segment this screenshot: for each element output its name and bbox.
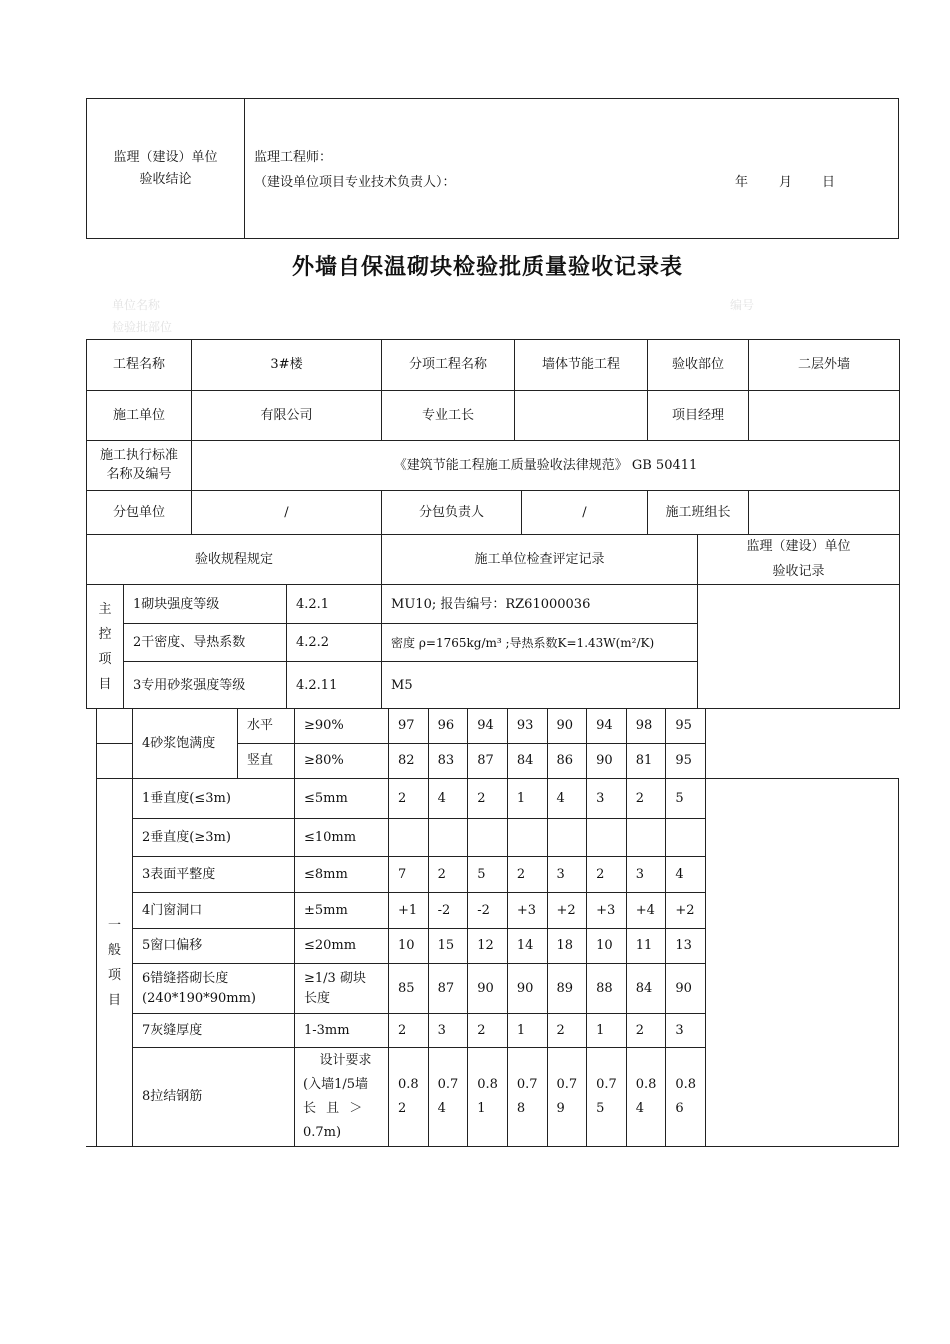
faint-unit-name: 单位名称 — [112, 298, 161, 312]
tie-bar-value: 0.8 2 — [389, 1048, 429, 1147]
window-offset-value: 14 — [507, 929, 547, 964]
density-item: 2干密度、导热系数 — [124, 624, 287, 662]
flatness-value: 2 — [428, 857, 468, 893]
verticality-small-value: 5 — [666, 779, 706, 819]
subcontract-value: / — [192, 491, 382, 535]
door-window-value: +4 — [626, 893, 666, 929]
bottom-left-stub-line — [86, 1146, 97, 1147]
sub-lead-label: 分包负责人 — [382, 491, 522, 535]
general-items-label: 一 般 项 目 — [97, 779, 133, 1147]
mortar-h-value: 94 — [468, 709, 508, 744]
mortar-v-value: 82 — [389, 744, 429, 779]
tie-bar-value: 0.7 8 — [507, 1048, 547, 1147]
window-offset-value: 13 — [666, 929, 706, 964]
regulation-header: 验收规程规定 — [87, 535, 382, 585]
verticality-large-value — [587, 819, 627, 857]
mortar-h-value: 95 — [666, 709, 706, 744]
mortar-joint-value: 1 — [507, 1014, 547, 1048]
main-control-supervisor-cell — [698, 585, 900, 709]
mortar-strength-record: M5 — [382, 662, 698, 709]
mortar-blank-bottom — [97, 744, 133, 779]
verticality-small-value: 2 — [389, 779, 429, 819]
verticality-large-value — [389, 819, 429, 857]
stagger-joint-value: 84 — [626, 964, 666, 1014]
door-window-item: 4门窗洞口 — [133, 893, 295, 929]
date-day: 日 — [822, 175, 836, 190]
mortar-h-value: 93 — [507, 709, 547, 744]
date-month: 月 — [779, 175, 793, 190]
standard-value: 《建筑节能工程施工质量验收法律规范》 GB 50411 — [192, 441, 900, 491]
mortar-blank-top — [97, 709, 133, 744]
mortar-h-value: 96 — [428, 709, 468, 744]
flatness-value: 2 — [507, 857, 547, 893]
verticality-small-value: 2 — [468, 779, 508, 819]
verticality-large-item: 2垂直度(≥3m) — [133, 819, 295, 857]
mortar-strength-item: 3专用砂浆强度等级 — [124, 662, 287, 709]
verticality-large-value — [468, 819, 508, 857]
stagger-joint-item: 6错缝搭砌长度 (240*190*90mm) — [133, 964, 295, 1014]
date-year: 年 — [735, 175, 749, 190]
window-offset-value: 12 — [468, 929, 508, 964]
tie-bar-item: 8拉结钢筋 — [133, 1048, 295, 1147]
mortar-joint-value: 2 — [626, 1014, 666, 1048]
mortar-vertical-req: ≥80% — [295, 744, 389, 779]
mortar-h-value: 94 — [587, 709, 627, 744]
tie-bar-value: 0.8 4 — [626, 1048, 666, 1147]
supervisor-conclusion-label: 监理（建设）单位 验收结论 — [87, 99, 245, 239]
density-clause: 4.2.2 — [287, 624, 382, 662]
block-strength-record: MU10; 报告编号：RZ61000036 — [382, 585, 698, 624]
verticality-large-value — [626, 819, 666, 857]
mortar-v-value: 95 — [666, 744, 706, 779]
window-offset-value: 18 — [547, 929, 587, 964]
supervising-engineer-label: 监理工程师： — [254, 150, 333, 165]
mortar-vertical-label: 竖直 — [238, 744, 295, 779]
flatness-value: 7 — [389, 857, 429, 893]
mortar-fullness-item: 4砂浆饱满度 — [133, 709, 238, 779]
mortar-v-value: 83 — [428, 744, 468, 779]
top-conclusion-table — [86, 98, 899, 239]
builder-label: 施工单位 — [87, 391, 192, 441]
mortar-joint-value: 2 — [468, 1014, 508, 1048]
project-name-label: 工程名称 — [87, 340, 192, 391]
verticality-large-value — [428, 819, 468, 857]
window-offset-value: 10 — [587, 929, 627, 964]
check-record-header: 施工单位检查评定记录 — [382, 535, 698, 585]
project-name-value: 3#楼 — [192, 340, 382, 391]
stagger-joint-value: 90 — [666, 964, 706, 1014]
subcontract-label: 分包单位 — [87, 491, 192, 535]
main-control-label: 主 控 项 目 — [87, 585, 124, 709]
mortar-v-value: 86 — [547, 744, 587, 779]
standard-label: 施工执行标准 名称及编号 — [87, 441, 192, 491]
flatness-value: 3 — [626, 857, 666, 893]
stagger-joint-value: 88 — [587, 964, 627, 1014]
faint-batch-part: 检验批部位 — [112, 320, 173, 334]
tie-bar-value: 0.7 5 — [587, 1048, 627, 1147]
window-offset-req: ≤20mm — [295, 929, 389, 964]
page-title: 外墙自保温砌块检验批质量验收记录表 — [291, 254, 683, 280]
stagger-joint-value: 85 — [389, 964, 429, 1014]
mortar-strength-clause: 4.2.11 — [287, 662, 382, 709]
window-offset-value: 15 — [428, 929, 468, 964]
main-control-table — [86, 534, 900, 709]
mortar-h-value: 90 — [547, 709, 587, 744]
team-leader-label: 施工班组长 — [648, 491, 749, 535]
verticality-small-value: 4 — [547, 779, 587, 819]
stagger-joint-value: 90 — [507, 964, 547, 1014]
builder-value: 有限公司 — [192, 391, 382, 441]
verticality-large-value — [666, 819, 706, 857]
supervisor-conclusion-content — [245, 99, 899, 239]
stagger-joint-value: 89 — [547, 964, 587, 1014]
flatness-value: 4 — [666, 857, 706, 893]
door-window-value: +2 — [666, 893, 706, 929]
density-record: 密度 ρ=1765kg/m³ ;导热系数K=1.43W(m²/K) — [382, 624, 698, 662]
subcontract-table — [86, 490, 900, 535]
verticality-small-item: 1垂直度(≤3m) — [133, 779, 295, 819]
block-strength-clause: 4.2.1 — [287, 585, 382, 624]
general-items-table — [96, 778, 899, 1147]
mortar-joint-value: 2 — [547, 1014, 587, 1048]
tie-bar-value: 0.7 4 — [428, 1048, 468, 1147]
inspection-part-value: 二层外墙 — [749, 340, 900, 391]
mortar-joint-value: 1 — [587, 1014, 627, 1048]
flatness-req: ≤8mm — [295, 857, 389, 893]
mortar-joint-item: 7灰缝厚度 — [133, 1014, 295, 1048]
owner-tech-lead-label: （建设单位项目专业技术负责人）： — [254, 175, 456, 190]
mortar-h-value: 97 — [389, 709, 429, 744]
window-offset-value: 11 — [626, 929, 666, 964]
tie-bar-req: 设计要求 (入墙1/5墙 长 且 ＞ 0.7m) — [295, 1048, 389, 1147]
door-window-value: -2 — [468, 893, 508, 929]
project-manager-value — [749, 391, 900, 441]
tie-bar-value: 0.8 1 — [468, 1048, 508, 1147]
mortar-v-value: 81 — [626, 744, 666, 779]
tie-bar-value: 0.8 6 — [666, 1048, 706, 1147]
verticality-large-value — [507, 819, 547, 857]
flatness-item: 3表面平整度 — [133, 857, 295, 893]
sub-project-value: 墙体节能工程 — [515, 340, 648, 391]
verticality-large-req: ≤10mm — [295, 819, 389, 857]
window-offset-value: 10 — [389, 929, 429, 964]
mortar-joint-value: 2 — [389, 1014, 429, 1048]
verticality-small-value: 3 — [587, 779, 627, 819]
supervisor-record-header: 监理（建设）单位 验收记录 — [698, 535, 900, 585]
block-strength-item: 1砌块强度等级 — [124, 585, 287, 624]
inspection-part-label: 验收部位 — [648, 340, 749, 391]
verticality-large-value — [547, 819, 587, 857]
project-manager-label: 项目经理 — [648, 391, 749, 441]
mortar-v-value: 84 — [507, 744, 547, 779]
window-offset-item: 5窗口偏移 — [133, 929, 295, 964]
sub-project-label: 分项工程名称 — [382, 340, 515, 391]
team-leader-value — [749, 491, 900, 535]
door-window-req: ±5mm — [295, 893, 389, 929]
flatness-value: 5 — [468, 857, 508, 893]
foreman-label: 专业工长 — [382, 391, 515, 441]
mortar-v-value: 87 — [468, 744, 508, 779]
faint-number: 编号 — [730, 298, 755, 312]
verticality-small-req: ≤5mm — [295, 779, 389, 819]
door-window-value: +3 — [507, 893, 547, 929]
mortar-horizontal-label: 水平 — [238, 709, 295, 744]
flatness-value: 2 — [587, 857, 627, 893]
verticality-small-value: 1 — [507, 779, 547, 819]
stagger-joint-value: 90 — [468, 964, 508, 1014]
mortar-h-value: 98 — [626, 709, 666, 744]
verticality-small-value: 4 — [428, 779, 468, 819]
header-info-table — [86, 339, 900, 491]
door-window-value: +2 — [547, 893, 587, 929]
flatness-value: 3 — [547, 857, 587, 893]
door-window-value: +3 — [587, 893, 627, 929]
mortar-joint-value: 3 — [666, 1014, 706, 1048]
mortar-joint-value: 3 — [428, 1014, 468, 1048]
stagger-joint-req: ≥1/3 砌块 长度 — [295, 964, 389, 1014]
door-window-value: +1 — [389, 893, 429, 929]
general-supervisor-cell — [706, 779, 899, 1147]
mortar-fullness-table — [96, 708, 706, 779]
stagger-joint-value: 87 — [428, 964, 468, 1014]
mortar-joint-req: 1-3mm — [295, 1014, 389, 1048]
verticality-small-value: 2 — [626, 779, 666, 819]
tie-bar-value: 0.7 9 — [547, 1048, 587, 1147]
door-window-value: -2 — [428, 893, 468, 929]
mortar-v-value: 90 — [587, 744, 627, 779]
foreman-value — [515, 391, 648, 441]
sub-lead-value: / — [522, 491, 648, 535]
mortar-horizontal-req: ≥90% — [295, 709, 389, 744]
